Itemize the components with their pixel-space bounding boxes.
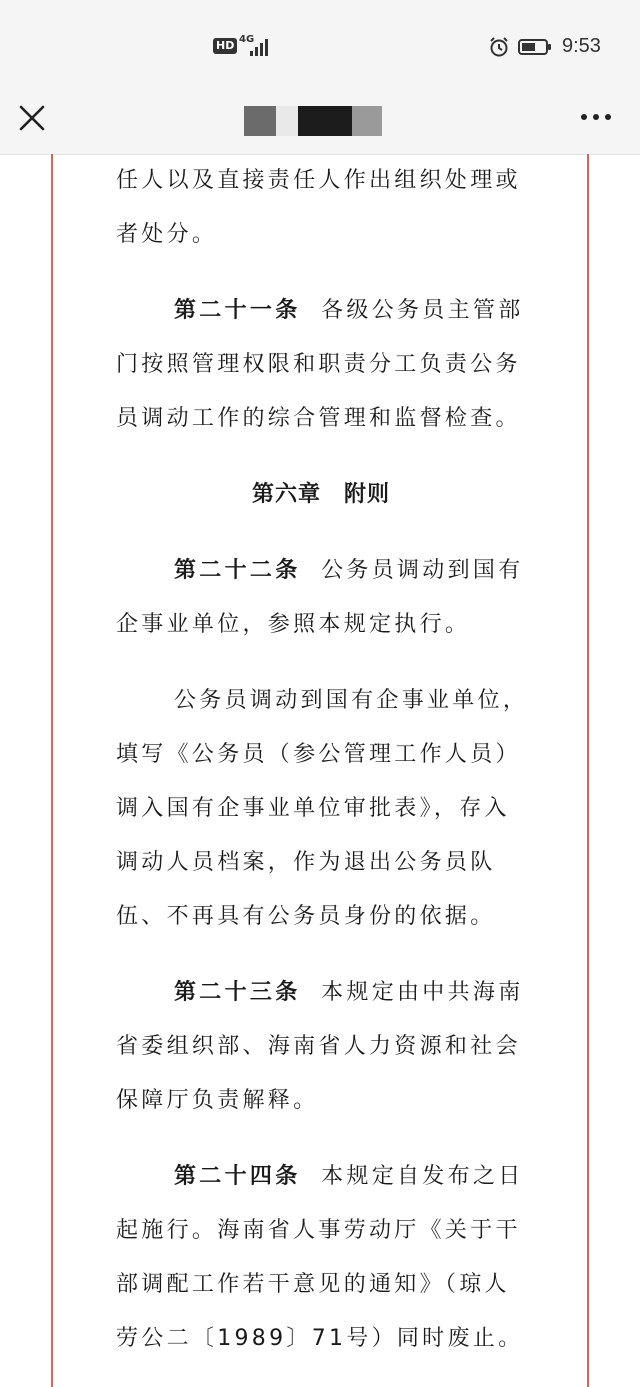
document-border-left <box>51 154 53 1387</box>
clock-time: 9:53 <box>562 35 601 57</box>
article-24 <box>116 1150 526 1204</box>
status-bar <box>0 0 640 92</box>
document-border-right <box>587 154 589 1387</box>
text-line: 者处分。 <box>116 222 218 247</box>
text-line: 企事业单位，参照本规定执行。 <box>116 612 471 637</box>
more-dots-icon[interactable] <box>578 104 614 130</box>
document-body <box>116 154 529 1366</box>
article-21 <box>116 284 526 338</box>
text-line: 调动人员档案，作为退出公务员队 <box>116 850 496 875</box>
article-text: 公务员调动到国有 <box>321 558 524 583</box>
text-line: 起施行。海南省人事劳动厅《关于干 <box>116 1218 521 1243</box>
text-line: 伍、不再具有公务员身份的依据。 <box>116 904 496 929</box>
article-title: 第二十四条 <box>174 1164 301 1189</box>
text-line: 保障厅负责解释。 <box>116 1088 319 1113</box>
article-22 <box>116 544 526 598</box>
article-text: 本规定自发布之日 <box>321 1164 524 1189</box>
text-line: 省委组织部、海南省人力资源和社会 <box>116 1034 521 1059</box>
alarm-icon <box>488 36 510 58</box>
article-title: 第二十一条 <box>174 298 301 323</box>
text-line: 门按照管理权限和职责分工负责公务 <box>116 352 521 377</box>
chapter-heading: 第六章 附则 <box>251 482 390 507</box>
article-title: 第二十二条 <box>174 558 301 583</box>
article-text: 各级公务员主管部 <box>321 298 524 323</box>
text-line: 任人以及直接责任人作出组织处理或 <box>116 168 521 193</box>
article-23 <box>116 966 526 1020</box>
network-type: 4G <box>239 34 255 45</box>
signal-icon <box>250 38 272 56</box>
text-line: 填写《公务员（参公管理工作人员） <box>116 742 521 767</box>
page-title-obscured <box>244 106 382 136</box>
close-icon[interactable] <box>14 100 50 136</box>
text-line: 员调动工作的综合管理和监督检查。 <box>116 406 521 431</box>
hd-badge: HD <box>213 38 237 54</box>
text-line: 公务员调动到国有企事业单位， <box>174 688 529 713</box>
text-line: 调入国有企事业单位审批表》，存入 <box>116 796 510 821</box>
article-title: 第二十三条 <box>174 980 301 1005</box>
text-line: 劳公二〔1989〕71号）同时废止。 <box>116 1326 524 1351</box>
battery-icon <box>518 39 552 55</box>
article-text: 本规定由中共海南 <box>321 980 524 1005</box>
text-line: 部调配工作若干意见的通知》（琼人 <box>116 1272 510 1297</box>
top-nav-bar <box>0 92 640 155</box>
